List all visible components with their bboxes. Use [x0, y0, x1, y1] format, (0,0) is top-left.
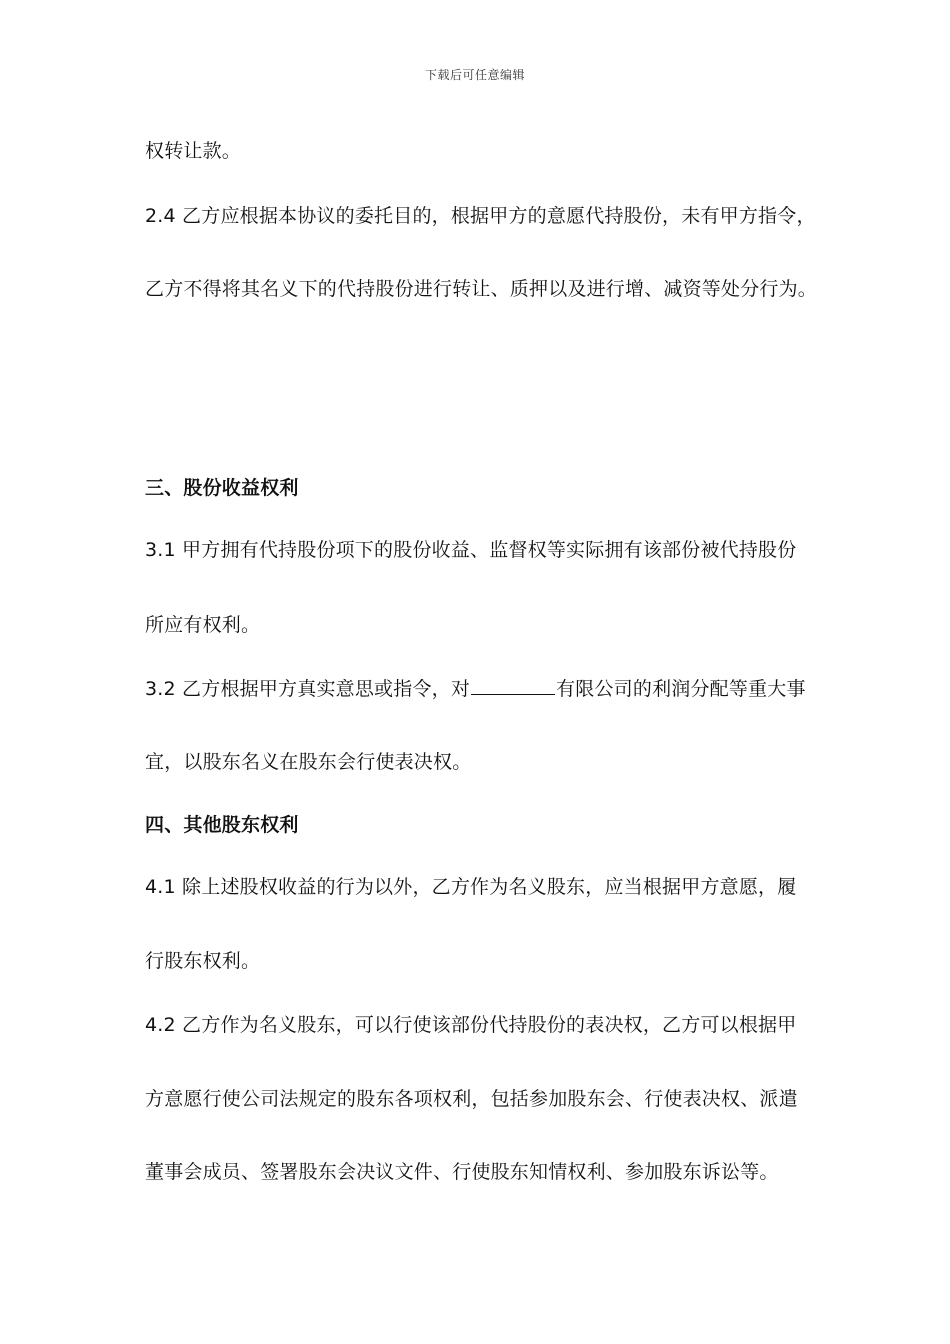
- clause-3-2-line-1: [145, 676, 806, 701]
- clause-3-2-line-2: 宜，以股东名义在股东会行使表决权。: [145, 751, 472, 773]
- clause-3-2-text-after-blank: 有限公司的利润分配等重大事: [556, 678, 806, 700]
- clause-2-4-line-1: 2.4 乙方应根据本协议的委托目的，根据甲方的意愿代持股份，未有甲方指令，: [145, 205, 816, 227]
- clause-4-2-line-1: 4.2 乙方作为名义股东，可以行使该部份代持股份的表决权，乙方可以根据甲: [145, 1014, 797, 1036]
- clause-3-1-line-1: 3.1 甲方拥有代持股份项下的股份收益、监督权等实际拥有该部份被代持股份: [145, 539, 797, 561]
- section-3-heading: 三、股份收益权利: [145, 477, 299, 499]
- clause-4-1-line-2: 行股东权利。: [145, 950, 261, 972]
- clause-3-1-line-2: 所应有权利。: [145, 614, 261, 636]
- page-header-note: 下载后可任意编辑: [424, 68, 525, 82]
- clause-2-4-line-2: 乙方不得将其名义下的代持股份进行转让、质押以及进行增、减资等处分行为。: [145, 278, 818, 300]
- text-line-transfer-payment: 权转让款。: [145, 140, 242, 162]
- clause-4-2-line-2: 方意愿行使公司法规定的股东各项权利，包括参加股东会、行使表决权、派遣: [145, 1088, 798, 1110]
- clause-4-1-line-1: 4.1 除上述股权收益的行为以外，乙方作为名义股东，应当根据甲方意愿，履: [145, 876, 797, 898]
- company-name-blank: [471, 676, 555, 695]
- section-4-heading: 四、其他股东权利: [145, 814, 299, 836]
- clause-3-2-text-before-blank: 3.2 乙方根据甲方真实意思或指令，对: [145, 678, 471, 700]
- clause-4-2-line-3: 董事会成员、签署股东会决议文件、行使股东知情权利、参加股东诉讼等。: [145, 1161, 779, 1183]
